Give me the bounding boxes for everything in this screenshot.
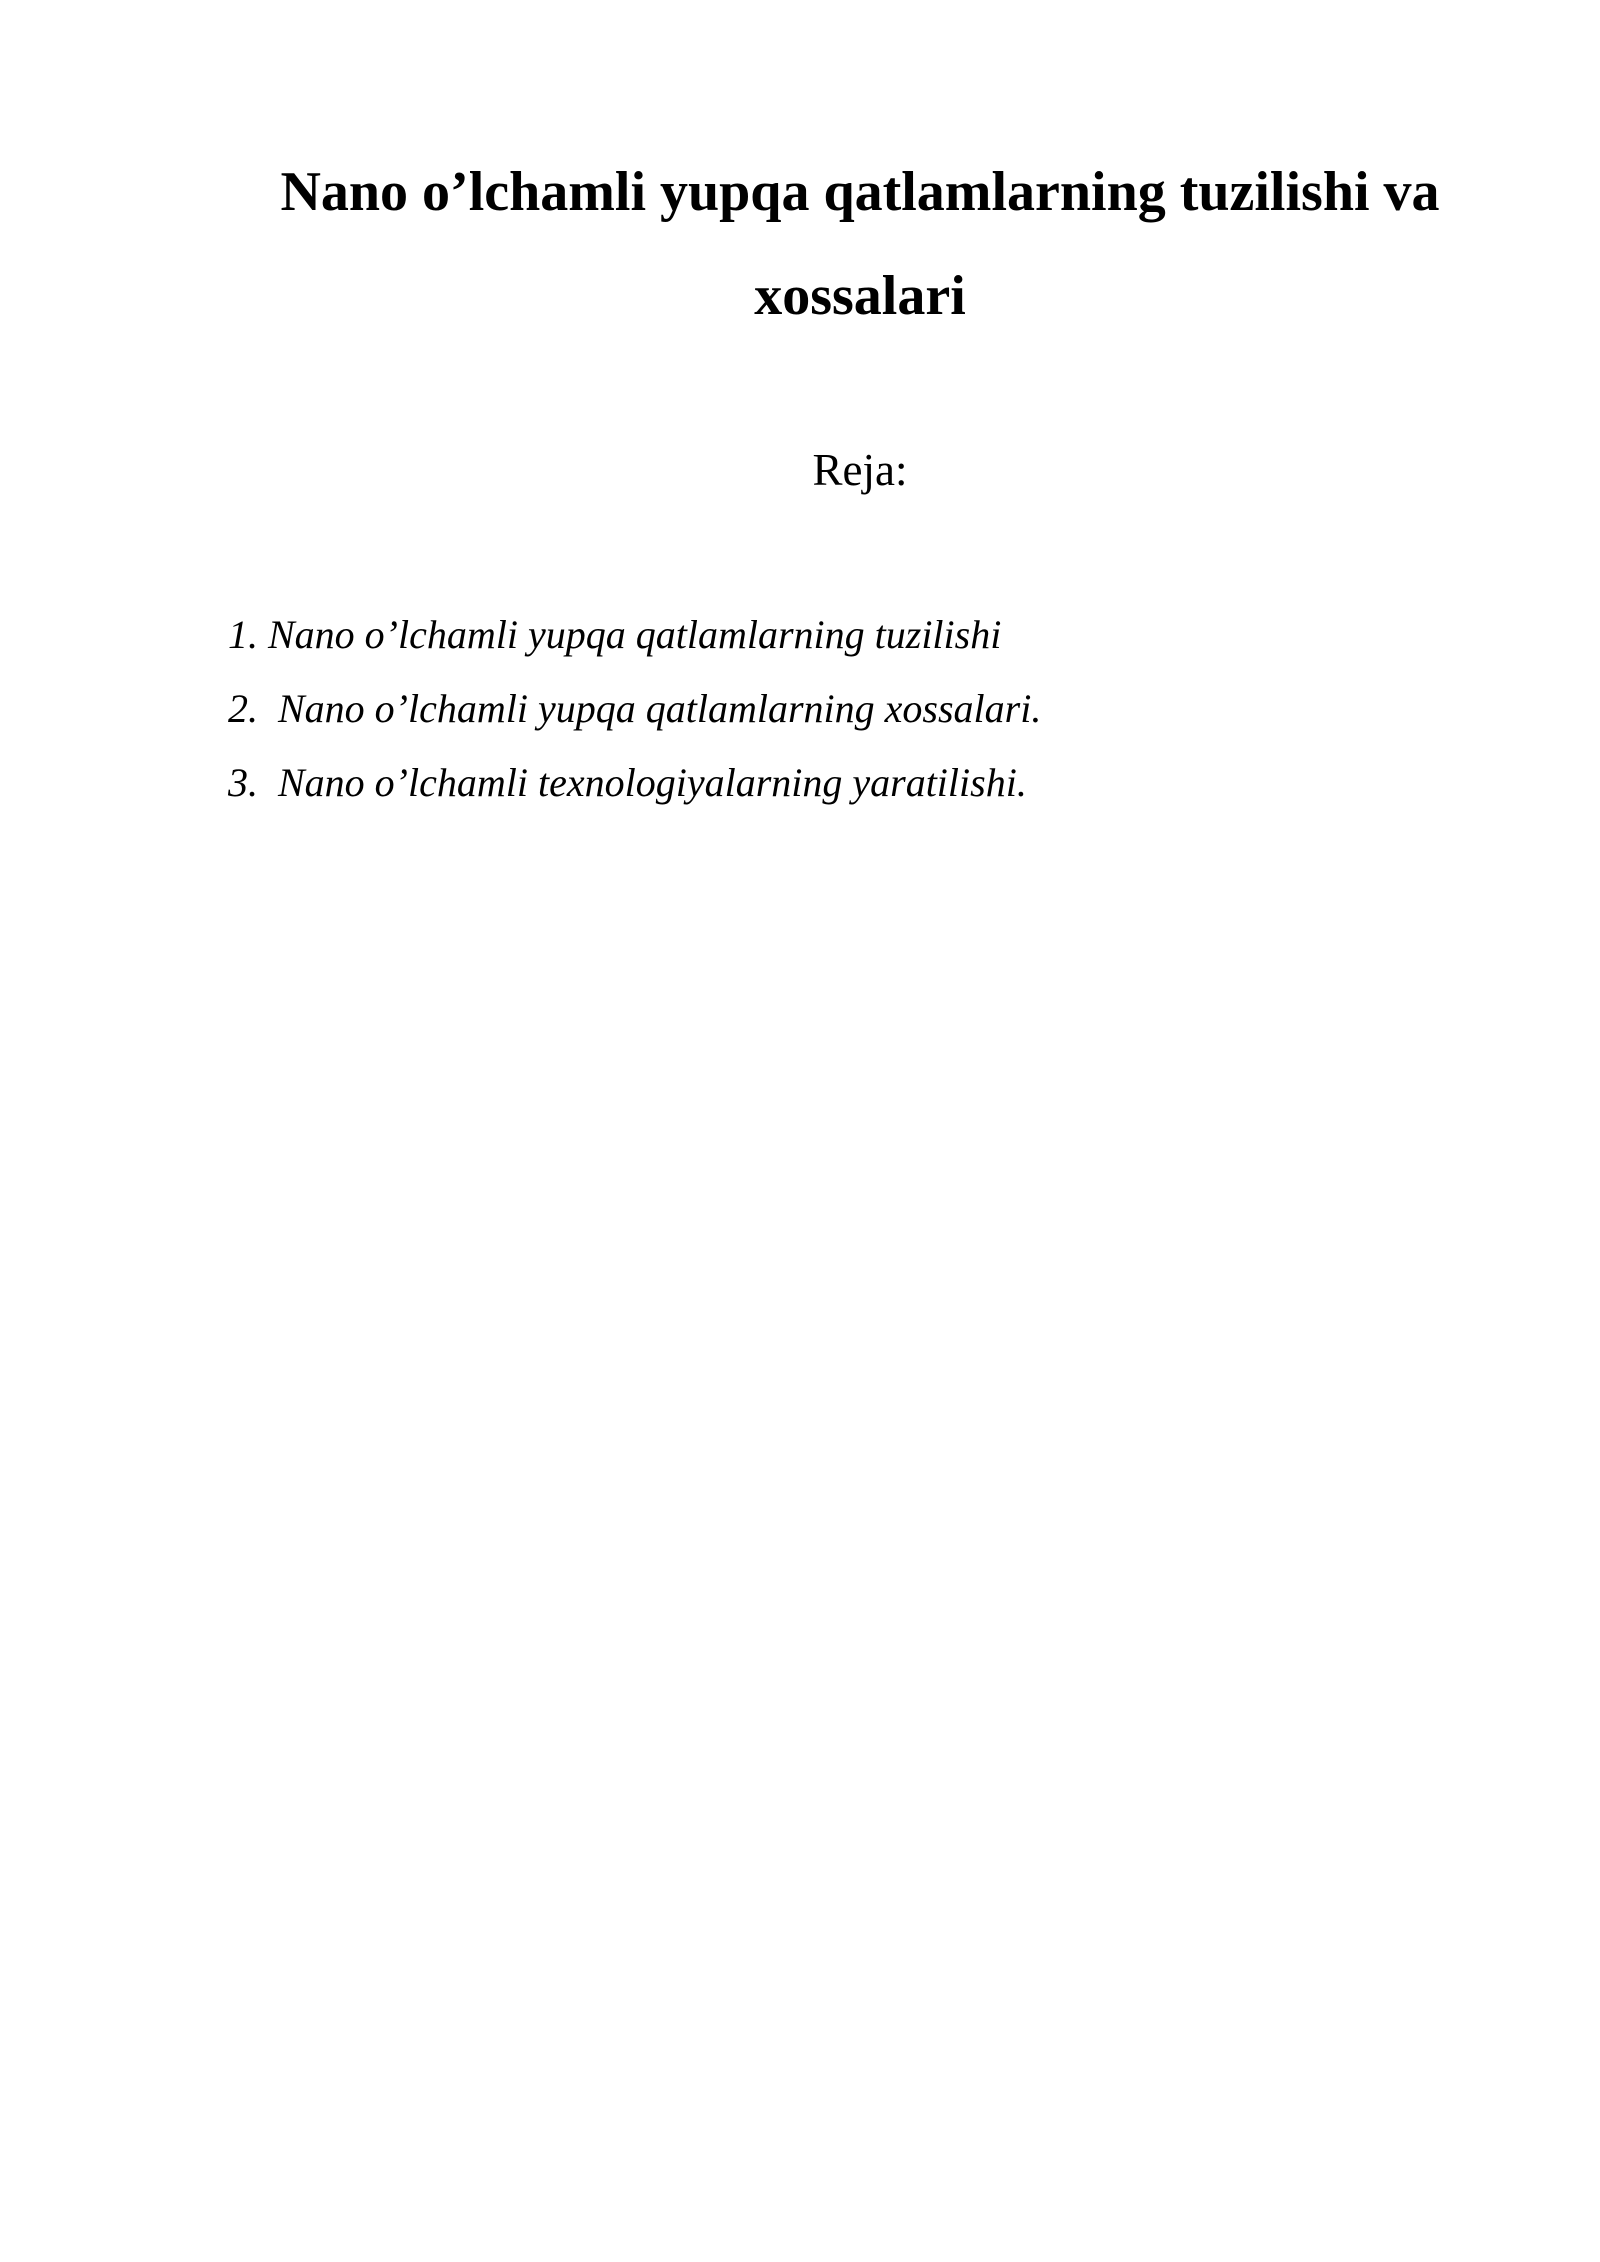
plan-list: [228, 598, 1508, 820]
plan-heading: Reja:: [812, 445, 908, 495]
plan-item: [228, 746, 1508, 820]
plan-item: [228, 672, 1508, 746]
plan-item-text: Nano o’lchamli yupqa qatlamlarning xossalari.: [278, 686, 1042, 731]
document-title: Nano o’lchamli yupqa qatlamlarning tuzilishi va xossalari: [280, 161, 1440, 327]
plan-item-text: Nano o’lchamli texnologiyalarning yaratilishi.: [278, 760, 1027, 805]
plan-item-number: 3.: [228, 760, 258, 805]
plan-item-number: 2.: [228, 686, 258, 731]
plan-item: [228, 598, 1508, 672]
plan-item-number: 1.: [228, 612, 258, 657]
plan-item-text: Nano o’lchamli yupqa qatlamlarning tuzilishi: [268, 612, 1002, 657]
